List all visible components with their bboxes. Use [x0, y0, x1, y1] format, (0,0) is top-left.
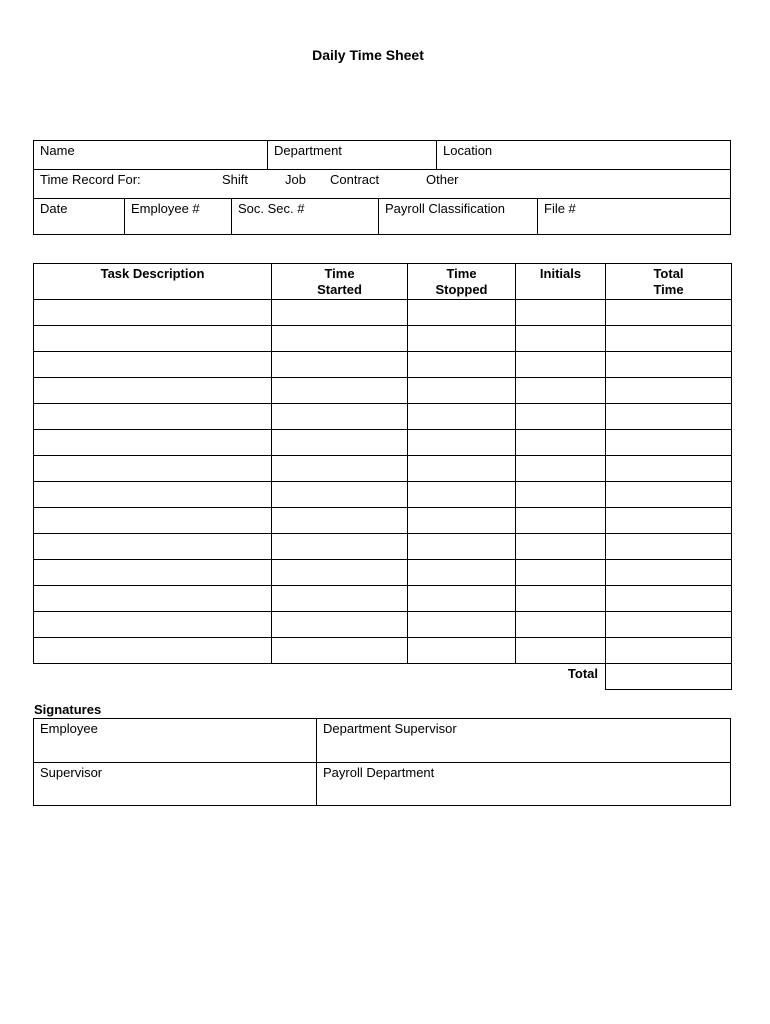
- initials-header-text: Initials: [539, 266, 582, 281]
- task-description-header-text: Task Description: [100, 266, 205, 281]
- time-stopped-cell[interactable]: [408, 404, 516, 430]
- total-time-cell[interactable]: [606, 430, 732, 456]
- time-started-header-line2: Started: [317, 282, 362, 297]
- total-time-cell[interactable]: [606, 508, 732, 534]
- time-started-cell[interactable]: [272, 508, 408, 534]
- employee-info-box: [33, 140, 731, 235]
- task-description-cell[interactable]: [34, 534, 272, 560]
- time-stopped-header-line1: Time: [446, 266, 477, 281]
- task-description-cell[interactable]: [34, 456, 272, 482]
- time-stopped-header-line2: Stopped: [435, 282, 488, 297]
- location-field[interactable]: Location: [443, 143, 493, 158]
- total-time-cell[interactable]: [606, 404, 732, 430]
- time-started-cell[interactable]: [272, 378, 408, 404]
- task-description-cell[interactable]: [34, 326, 272, 352]
- task-row: [34, 378, 732, 404]
- time-started-cell[interactable]: [272, 430, 408, 456]
- other-option[interactable]: Other: [426, 172, 459, 187]
- department-field[interactable]: Department: [268, 141, 437, 169]
- total-row-spacer: [408, 664, 516, 690]
- task-table: [33, 263, 732, 690]
- task-table-header: [34, 264, 732, 300]
- time-stopped-cell[interactable]: [408, 638, 516, 664]
- total-label: Total: [567, 666, 598, 681]
- info-row-1: [34, 141, 730, 170]
- time-stopped-cell[interactable]: [408, 456, 516, 482]
- task-description-cell[interactable]: [34, 560, 272, 586]
- task-description-cell[interactable]: [34, 638, 272, 664]
- total-time-cell[interactable]: [606, 482, 732, 508]
- file-number-field[interactable]: File #: [544, 201, 576, 216]
- total-time-cell[interactable]: [606, 586, 732, 612]
- task-row: [34, 326, 732, 352]
- initials-cell[interactable]: [516, 456, 606, 482]
- total-row-spacer: [34, 664, 272, 690]
- initials-cell[interactable]: [516, 352, 606, 378]
- grand-total-cell[interactable]: [606, 664, 732, 690]
- payroll-department-signature-field[interactable]: Payroll Department: [323, 765, 435, 780]
- time-stopped-cell[interactable]: [408, 508, 516, 534]
- initials-cell[interactable]: [516, 560, 606, 586]
- total-time-cell[interactable]: [606, 534, 732, 560]
- task-row: [34, 404, 732, 430]
- task-row: [34, 638, 732, 664]
- initials-cell[interactable]: [516, 534, 606, 560]
- total-time-cell[interactable]: [606, 326, 732, 352]
- time-started-cell[interactable]: [272, 456, 408, 482]
- time-stopped-cell[interactable]: [408, 612, 516, 638]
- total-time-cell[interactable]: [606, 638, 732, 664]
- initials-cell[interactable]: [516, 300, 606, 326]
- name-field[interactable]: Name: [34, 141, 268, 169]
- total-time-cell[interactable]: [606, 300, 732, 326]
- initials-header: [516, 264, 606, 300]
- initials-cell[interactable]: [516, 378, 606, 404]
- total-time-header-line2: Time: [653, 282, 684, 297]
- initials-cell[interactable]: [516, 482, 606, 508]
- employee-number-field[interactable]: Employee #: [125, 199, 232, 234]
- time-stopped-cell[interactable]: [408, 560, 516, 586]
- task-row: [34, 586, 732, 612]
- initials-cell[interactable]: [516, 326, 606, 352]
- signatures-heading: Signatures: [34, 702, 102, 717]
- initials-cell[interactable]: [516, 586, 606, 612]
- time-stopped-cell[interactable]: [408, 378, 516, 404]
- task-description-cell[interactable]: [34, 378, 272, 404]
- task-row: [34, 300, 732, 326]
- signature-row-1: [34, 719, 730, 763]
- total-time-cell[interactable]: [606, 456, 732, 482]
- total-time-header-line1: Total: [653, 266, 684, 281]
- total-time-cell[interactable]: [606, 560, 732, 586]
- initials-cell[interactable]: [516, 638, 606, 664]
- time-stopped-cell[interactable]: [408, 300, 516, 326]
- task-row: [34, 612, 732, 638]
- shift-option[interactable]: Shift: [222, 172, 249, 187]
- task-description-cell[interactable]: [34, 508, 272, 534]
- time-started-cell[interactable]: [272, 534, 408, 560]
- time-started-cell[interactable]: [272, 352, 408, 378]
- task-row: [34, 456, 732, 482]
- task-description-cell[interactable]: [34, 300, 272, 326]
- task-description-cell[interactable]: [34, 352, 272, 378]
- task-table-body: [34, 300, 732, 664]
- time-stopped-cell[interactable]: [408, 586, 516, 612]
- time-started-cell[interactable]: [272, 404, 408, 430]
- info-row-3: [34, 199, 730, 234]
- task-row: [34, 508, 732, 534]
- time-started-header-line1: Time: [324, 266, 355, 281]
- total-time-cell[interactable]: [606, 352, 732, 378]
- total-time-cell[interactable]: [606, 612, 732, 638]
- initials-cell[interactable]: [516, 612, 606, 638]
- task-description-cell[interactable]: [34, 404, 272, 430]
- task-row: [34, 352, 732, 378]
- total-row: [34, 664, 732, 690]
- time-stopped-cell[interactable]: [408, 430, 516, 456]
- time-started-header: [272, 264, 408, 300]
- total-time-cell[interactable]: [606, 378, 732, 404]
- initials-cell[interactable]: [516, 508, 606, 534]
- department-supervisor-signature-field[interactable]: Department Supervisor: [323, 721, 457, 736]
- task-description-header: [34, 264, 272, 300]
- initials-cell[interactable]: [516, 430, 606, 456]
- time-started-cell[interactable]: [272, 482, 408, 508]
- task-description-cell[interactable]: [34, 586, 272, 612]
- time-started-cell[interactable]: [272, 638, 408, 664]
- supervisor-signature-field[interactable]: Supervisor: [34, 763, 317, 805]
- time-started-cell[interactable]: [272, 612, 408, 638]
- time-started-cell[interactable]: [272, 326, 408, 352]
- soc-sec-field[interactable]: Soc. Sec. #: [232, 199, 379, 234]
- task-row: [34, 560, 732, 586]
- task-row: [34, 430, 732, 456]
- time-stopped-header: [408, 264, 516, 300]
- task-description-cell[interactable]: [34, 430, 272, 456]
- signatures-box: [33, 718, 731, 806]
- page-title: Daily Time Sheet: [312, 47, 424, 63]
- time-started-cell[interactable]: [272, 560, 408, 586]
- payroll-classification-field[interactable]: Payroll Classification: [379, 199, 538, 234]
- employee-signature-field[interactable]: Employee: [34, 719, 317, 762]
- contract-option[interactable]: Contract: [330, 172, 380, 187]
- task-row: [34, 482, 732, 508]
- time-started-cell[interactable]: [272, 586, 408, 612]
- initials-cell[interactable]: [516, 404, 606, 430]
- time-record-for-label: Time Record For:: [40, 172, 141, 187]
- time-stopped-cell[interactable]: [408, 534, 516, 560]
- date-field[interactable]: Date: [34, 199, 125, 234]
- task-row: [34, 534, 732, 560]
- total-row-spacer: [272, 664, 408, 690]
- job-option[interactable]: Job: [285, 172, 306, 187]
- info-row-2: [34, 170, 730, 199]
- time-stopped-cell[interactable]: [408, 482, 516, 508]
- signature-row-2: [34, 763, 730, 805]
- total-time-header: [606, 264, 732, 300]
- task-description-cell[interactable]: [34, 482, 272, 508]
- task-description-cell[interactable]: [34, 612, 272, 638]
- time-started-cell[interactable]: [272, 300, 408, 326]
- time-stopped-cell[interactable]: [408, 352, 516, 378]
- time-stopped-cell[interactable]: [408, 326, 516, 352]
